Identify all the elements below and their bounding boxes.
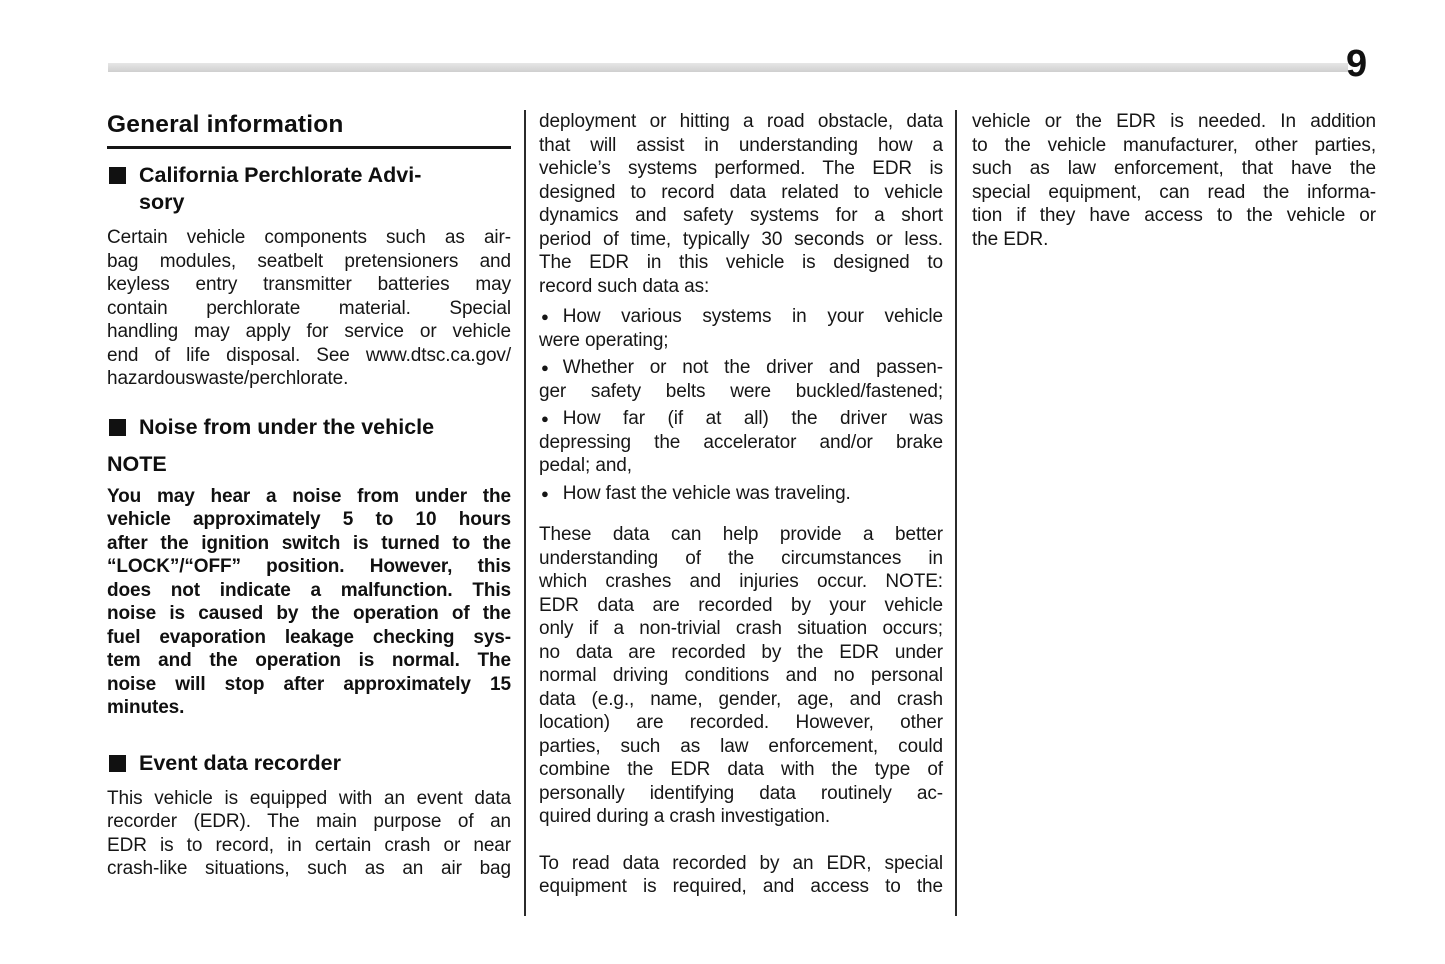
text-line: EDR is to record, in certain crash or near (107, 834, 511, 856)
black-square-icon (109, 419, 126, 436)
subsection-heading (107, 750, 511, 777)
text-line: ● How various systems in your vehicle (541, 306, 943, 327)
text-line: location) are recorded. However, other (539, 712, 943, 733)
text-line: combine the EDR data with the type of (539, 759, 943, 780)
bullet-item (539, 356, 943, 403)
text-line: designed to record data related to vehicle (539, 181, 943, 203)
text-line: data (e.g., name, gender, age, and crash (539, 688, 943, 710)
text-line: vehicle’s systems performed. The EDR is (539, 158, 943, 179)
paragraph (107, 787, 511, 881)
text-line: the EDR. (972, 228, 1049, 250)
text-line: The EDR in this vehicle is designed to (539, 252, 943, 273)
note-label: NOTE (107, 451, 167, 476)
bullet-item (539, 482, 943, 506)
column-3 (972, 110, 1376, 274)
bullet-item (539, 305, 943, 352)
paragraph (539, 523, 943, 829)
column-1 (107, 110, 511, 904)
bullet-icon: ● (541, 411, 549, 426)
column-divider-2 (955, 110, 957, 916)
text-line: tion if they have access to the vehicle or (972, 205, 1376, 226)
text-line: hazardouswaste/perchlorate. (107, 368, 349, 389)
text-line: ● How far (if at all) the driver was (541, 408, 943, 429)
text-line: noise is caused by the operation of the (107, 603, 511, 624)
paragraph (107, 226, 511, 391)
text-line: does not indicate a malfunction. This (107, 579, 511, 601)
black-square-icon (109, 167, 126, 184)
subsection-heading (107, 414, 511, 441)
text-line: were operating; (539, 329, 669, 351)
text-line: vehicle approximately 5 to 10 hours (107, 509, 511, 530)
text-line: crash-like situations, such as an air bag (107, 858, 511, 879)
text-line: equipment is required, and access to the (539, 876, 943, 897)
paragraph (539, 852, 943, 899)
paragraph (107, 485, 511, 720)
text-line: ger safety belts were buckled/fastened; (539, 380, 943, 402)
text-line: that will assist in understanding how a (539, 134, 943, 156)
text-line: minutes. (107, 697, 185, 718)
bullet-icon: ● (541, 485, 549, 501)
text-line: which crashes and injuries occur. NOTE: (539, 571, 943, 592)
text-line: keyless entry transmitter batteries may (107, 274, 511, 295)
text-line: ● How fast the vehicle was traveling. (541, 482, 851, 504)
text-line: no data are recorded by the EDR under (539, 641, 943, 663)
paragraph (539, 110, 943, 298)
text-line: end of life disposal. See www.dtsc.ca.gov/ (107, 344, 511, 366)
text-line: quired during a crash investigation. (539, 806, 831, 827)
text-line: recorder (EDR). The main purpose of an (107, 811, 511, 832)
section-title: General information (107, 110, 511, 149)
text-line: noise will stop after approximately 15 (107, 673, 511, 695)
text-line: personally identifying data routinely ac- (539, 782, 943, 804)
column-divider-1 (524, 110, 526, 916)
column-2 (539, 110, 943, 922)
header-rule (108, 63, 1348, 72)
text-line: parties, such as law enforcement, could (539, 735, 943, 757)
subsection-heading-text: Noise from under the vehicle (139, 414, 435, 439)
bullet-icon: ● (541, 360, 549, 375)
text-line: such as law enforcement, that have the (972, 158, 1376, 179)
text-line: fuel evaporation leakage checking sys- (107, 626, 511, 648)
black-square-icon (109, 755, 126, 772)
text-line: pedal; and, (539, 455, 632, 476)
text-line: to the vehicle manufacturer, other parties, (972, 134, 1376, 156)
subsection-heading (107, 162, 511, 216)
text-line: special equipment, can read the informa- (972, 181, 1376, 203)
text-line: This vehicle is equipped with an event data (107, 787, 511, 809)
text-line: contain perchlorate material. Special (107, 297, 511, 319)
text-line: EDR data are recorded by your vehicle (539, 594, 943, 616)
text-line: To read data recorded by an EDR, special (539, 852, 943, 874)
text-line: period of time, typically 30 seconds or less. (539, 228, 943, 250)
text-line: after the ignition switch is turned to the (107, 532, 511, 554)
text-line: handling may apply for service or vehicle (107, 321, 511, 342)
text-line: These data can help provide a better (539, 524, 943, 545)
bullet-item (539, 407, 943, 478)
bullet-icon: ● (541, 309, 549, 324)
paragraph (972, 110, 1376, 251)
text-line: only if a non-trivial crash situation occurs; (539, 618, 943, 639)
text-line: You may hear a noise from under the (107, 485, 511, 507)
subsection-heading-text: California Perchlorate Advi- sory (139, 163, 422, 214)
text-line: dynamics and safety systems for a short (539, 205, 943, 226)
text-line: Certain vehicle components such as air- (107, 227, 511, 248)
text-line: bag modules, seatbelt pretensioners and (107, 250, 511, 272)
text-line: deployment or hitting a road obstacle, data (539, 111, 943, 132)
text-line: ● Whether or not the driver and passen- (541, 357, 943, 378)
text-line: normal driving conditions and no personal (539, 665, 943, 686)
text-line: record such data as: (539, 275, 710, 297)
text-line: vehicle or the EDR is needed. In addition (972, 111, 1376, 132)
text-line: “LOCK”/“OFF” position. However, this (107, 556, 511, 577)
text-line: depressing the accelerator and/or brake (539, 431, 943, 453)
text-line: understanding of the circumstances in (539, 547, 943, 569)
text-line: tem and the operation is normal. The (107, 650, 511, 671)
page-number: 9 (1346, 43, 1368, 85)
subsection-heading-text: Event data recorder (139, 750, 341, 775)
